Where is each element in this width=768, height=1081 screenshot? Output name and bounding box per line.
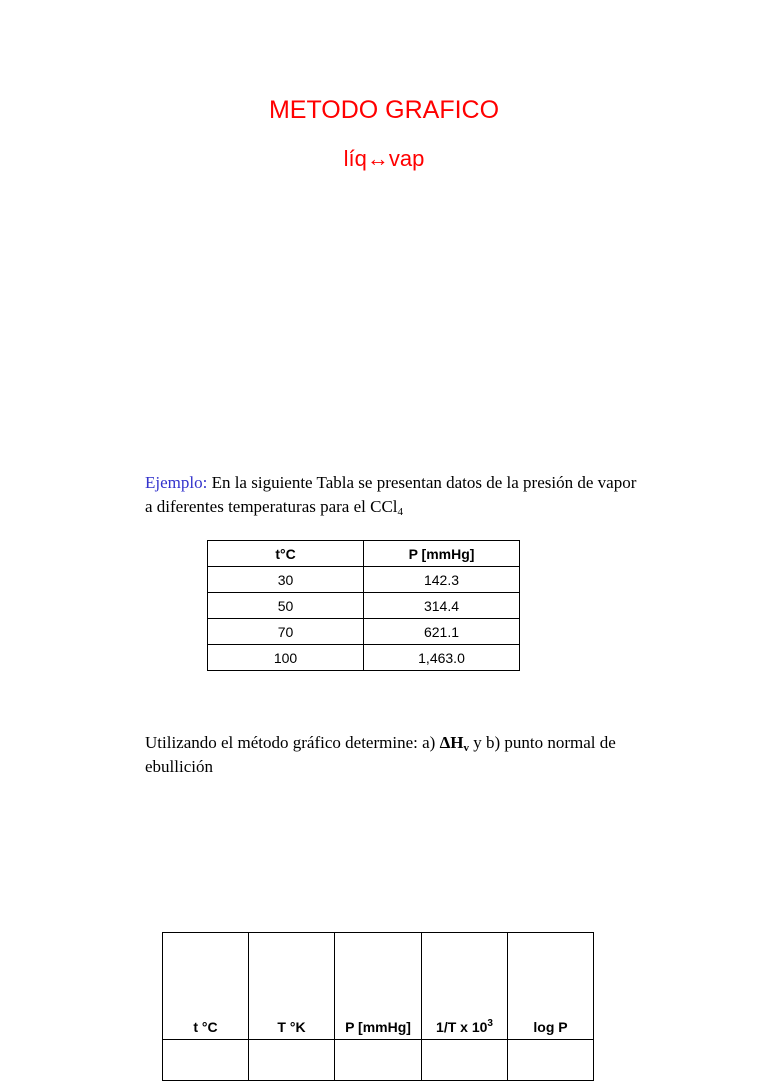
question-paragraph [145, 731, 645, 779]
page-subtitle: líq↔vap [343, 146, 425, 171]
table-header-cell: t°C [208, 541, 364, 567]
table-cell [508, 1040, 594, 1081]
table-cell: 100 [208, 645, 364, 671]
table-header-cell: P [mmHg] [364, 541, 520, 567]
table-row [208, 567, 520, 593]
example-paragraph [145, 471, 645, 519]
table-cell: 70 [208, 619, 364, 645]
header-text: 1/T x 10 [436, 1019, 488, 1035]
table-cell: 621.1 [364, 619, 520, 645]
table-row [208, 619, 520, 645]
example-text: En la siguiente Tabla se presentan datos de la presión de vapor a diferentes temperaturas para el CCl [145, 473, 637, 516]
table-cell: 1,463.0 [364, 645, 520, 671]
table-cell [249, 1040, 335, 1081]
table-cell [422, 1040, 508, 1081]
table-row [163, 1040, 594, 1081]
example-label: Ejemplo: [145, 473, 208, 492]
delta-h-subscript: v [463, 742, 469, 754]
page-title: METODO GRAFICO [268, 96, 500, 124]
table-cell [335, 1040, 422, 1081]
example-subscript: 4 [397, 506, 404, 518]
table-row [208, 645, 520, 671]
table-cell: 50 [208, 593, 364, 619]
table-cell: 314.4 [364, 593, 520, 619]
table-cell: 30 [208, 567, 364, 593]
table-header-cell: t °C [163, 933, 249, 1040]
table-header-row [208, 541, 520, 567]
table-header-cell [422, 933, 508, 1040]
table-header-cell: log P [508, 933, 594, 1040]
question-text-after: y b) punto normal de ebullición [145, 733, 616, 776]
vapor-pressure-table [207, 540, 520, 671]
table-cell: 142.3 [364, 567, 520, 593]
table-header-cell: T °K [249, 933, 335, 1040]
table-row [208, 593, 520, 619]
delta-h-symbol: ΔH [439, 733, 464, 752]
calculation-table [162, 932, 594, 1081]
header-superscript: 3 [487, 1018, 493, 1029]
table-header-cell: P [mmHg] [335, 933, 422, 1040]
table-cell [163, 1040, 249, 1081]
table-header-row [163, 933, 594, 1040]
question-text-before: Utilizando el método gráfico determine: a) [145, 733, 440, 752]
